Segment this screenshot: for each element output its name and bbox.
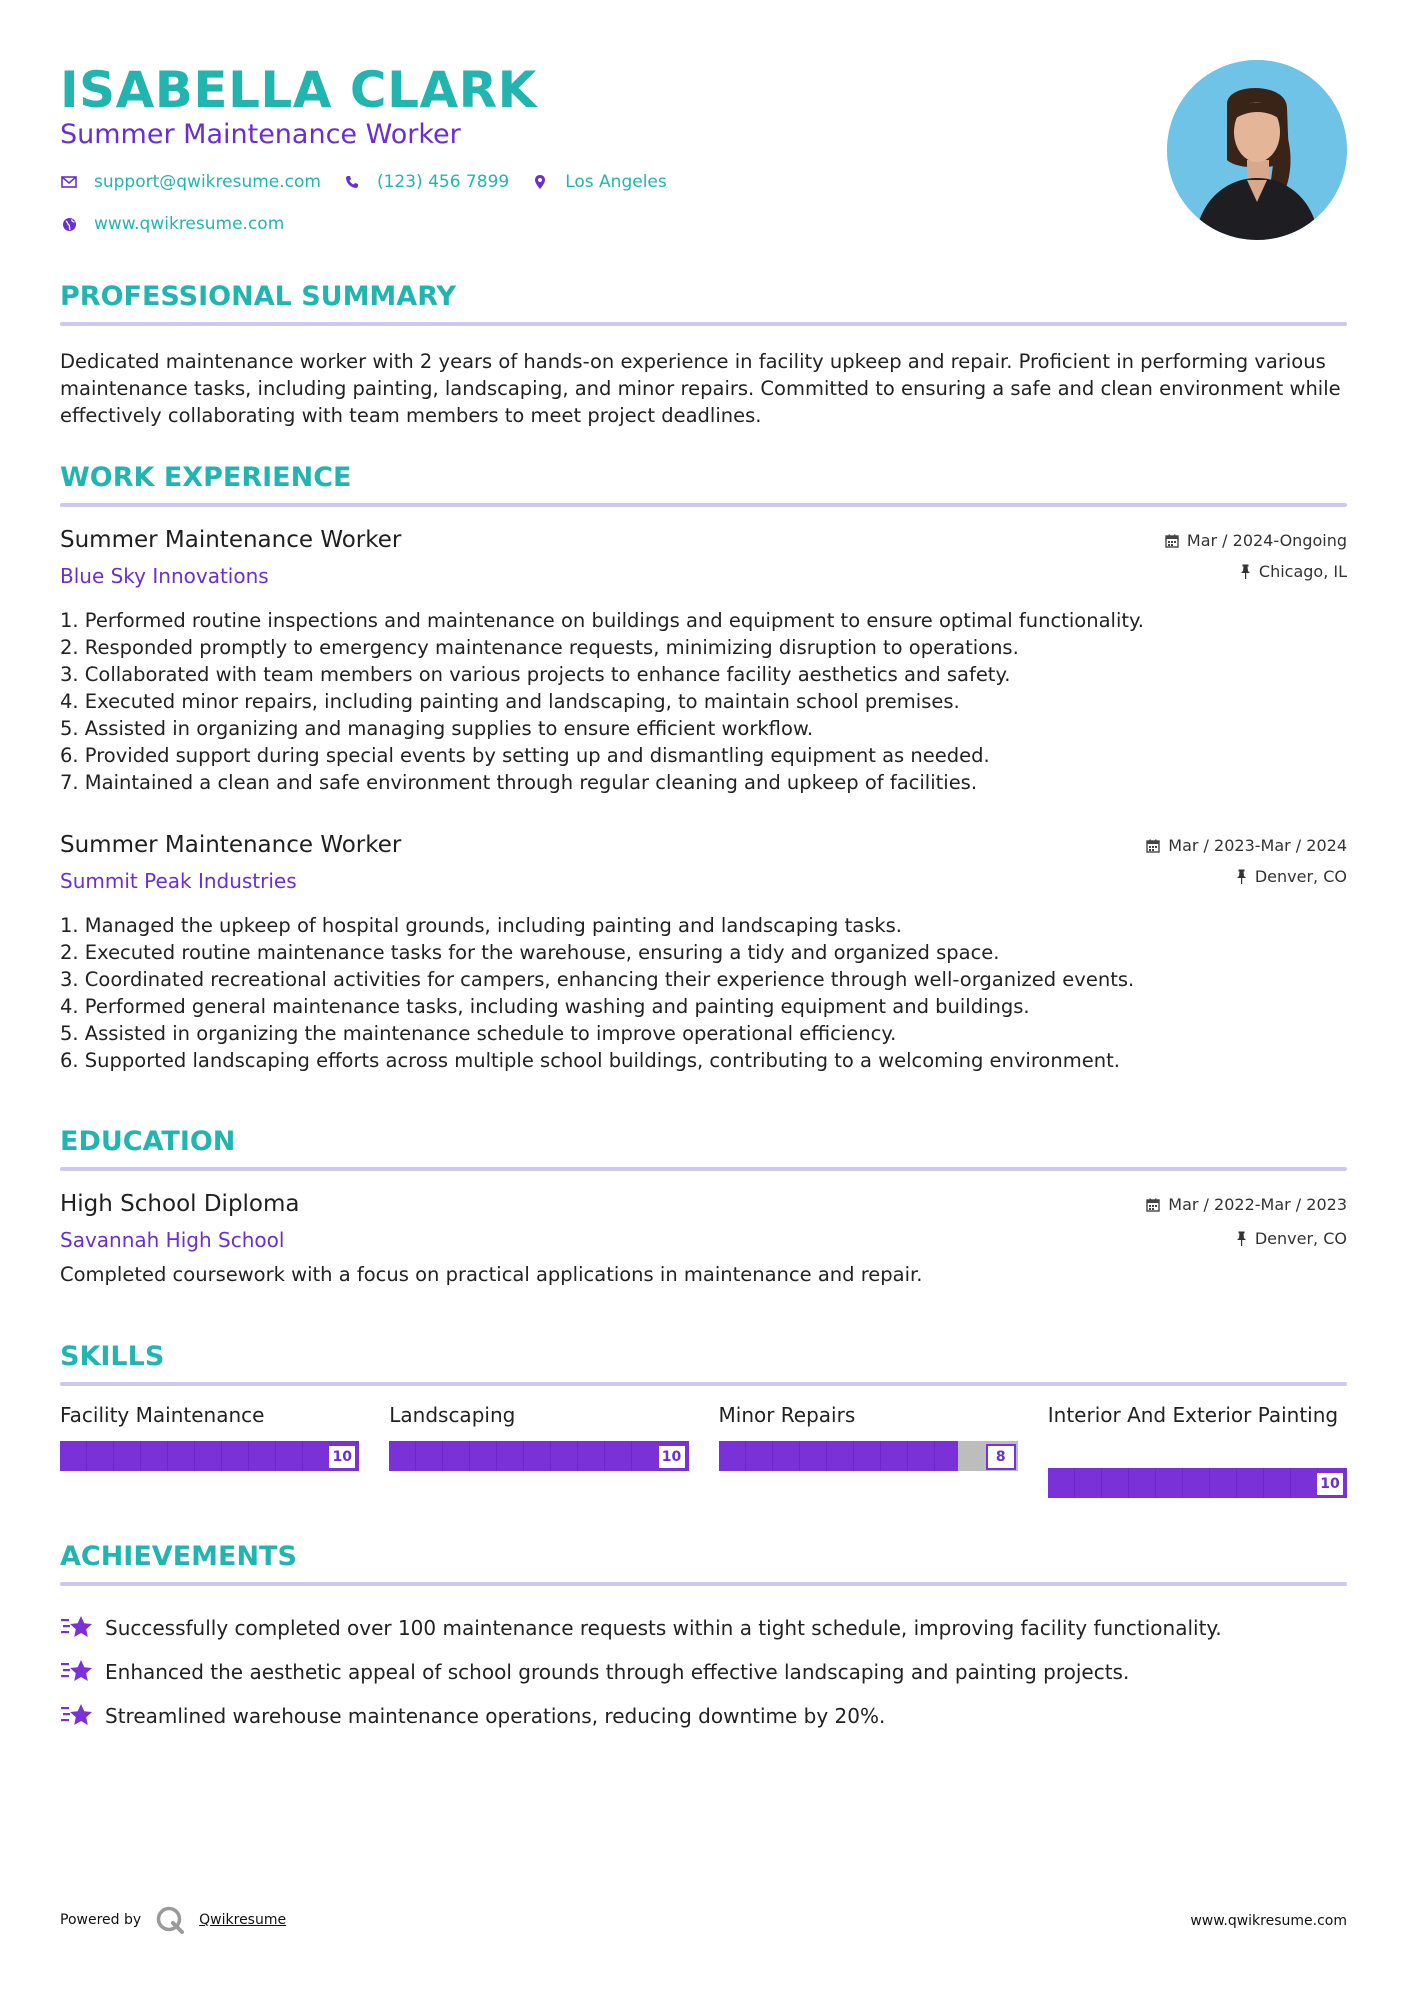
pushpin-icon	[1236, 1231, 1247, 1246]
education-description: Completed coursework with a focus on practical applications in maintenance and repair.	[60, 1263, 923, 1286]
list-item: 4. Executed minor repairs, including painting and landscaping, to maintain school premises.	[60, 690, 960, 713]
job-location-text: Denver, CO	[1254, 867, 1347, 886]
qwikresume-link[interactable]: Qwikresume	[199, 1912, 287, 1928]
job-entry	[60, 830, 1347, 1074]
job-location-text: Chicago, IL	[1258, 562, 1347, 581]
footer	[60, 1895, 1347, 1935]
list-item: 1. Managed the upkeep of hospital grounds, including painting and landscaping tasks.	[60, 914, 903, 937]
star-icon	[60, 1701, 94, 1731]
summary-section	[60, 280, 1347, 429]
job-location	[1236, 867, 1347, 886]
envelope-icon	[60, 173, 78, 191]
skill-fill	[60, 1441, 359, 1471]
job-title: Summer Maintenance Worker	[60, 832, 402, 858]
list-item: 5. Assisted in organizing and managing supplies to ensure efficient workflow.	[60, 717, 814, 740]
section-divider	[60, 1382, 1347, 1386]
list-item: 6. Provided support during special events by setting up and dismantling equipment as needed.	[60, 744, 990, 767]
list-item: 4. Performed general maintenance tasks, including washing and painting equipment and buildings.	[60, 995, 1030, 1018]
education-location	[1236, 1229, 1347, 1248]
experience-section	[60, 461, 1347, 1074]
job-bullets	[60, 607, 1347, 796]
degree-title: High School Diploma	[60, 1191, 300, 1217]
contact-location	[531, 172, 667, 192]
skill-score: 10	[657, 1444, 687, 1470]
job-date	[1165, 531, 1347, 550]
candidate-name: ISABELLA CLARK	[60, 61, 537, 119]
achievement-text: Enhanced the aesthetic appeal of school grounds through effective landscaping and painting projects.	[105, 1660, 1130, 1684]
website-text: www.qwikresume.com	[94, 214, 285, 234]
section-divider	[60, 1582, 1347, 1586]
list-item: 5. Assisted in organizing the maintenance schedule to improve operational efficiency.	[60, 1022, 897, 1045]
skill-bar	[60, 1441, 359, 1471]
education-date-text: Mar / 2022-Mar / 2023	[1168, 1195, 1347, 1214]
calendar-icon	[1146, 1198, 1160, 1212]
education-date	[1146, 1195, 1347, 1214]
job-location	[1240, 562, 1347, 581]
skill-bar	[719, 1441, 1018, 1471]
powered-by	[60, 1905, 286, 1935]
contact-email[interactable]	[60, 172, 321, 192]
skills-section	[60, 1340, 1347, 1498]
skill-item	[719, 1402, 1018, 1498]
achievement-item	[60, 1650, 1347, 1694]
skill-score: 10	[1315, 1471, 1345, 1497]
job-date-text: Mar / 2024-Ongoing	[1186, 531, 1347, 550]
education-header	[60, 1189, 1347, 1261]
skill-item	[389, 1402, 688, 1498]
achievements-heading: ACHIEVEMENTS	[60, 1541, 297, 1572]
list-item: 2. Executed routine maintenance tasks for the warehouse, ensuring a tidy and organized space.	[60, 941, 1000, 964]
star-icon	[60, 1613, 94, 1643]
list-item: 7. Maintained a clean and safe environment through regular cleaning and upkeep of facilities.	[60, 771, 978, 794]
skill-bar	[389, 1441, 688, 1471]
job-entry	[60, 525, 1347, 796]
skill-grid	[60, 1402, 1347, 1498]
skill-item	[60, 1402, 359, 1498]
skill-fill	[389, 1441, 688, 1471]
summary-heading: PROFESSIONAL SUMMARY	[60, 281, 457, 312]
list-item: 1. Performed routine inspections and maintenance on buildings and equipment to ensure optimal functionality.	[60, 609, 1144, 632]
experience-heading: WORK EXPERIENCE	[60, 462, 352, 493]
phone-icon	[343, 173, 361, 191]
location-text: Los Angeles	[565, 172, 667, 192]
skill-bar	[1048, 1468, 1347, 1498]
pushpin-icon	[1236, 869, 1247, 884]
powered-by-label: Powered by	[60, 1912, 142, 1928]
achievement-list	[60, 1606, 1347, 1738]
map-pin-icon	[531, 173, 549, 191]
skill-name: Minor Repairs	[718, 1403, 856, 1427]
school-name: Savannah High School	[60, 1228, 285, 1252]
contact-phone[interactable]	[343, 172, 509, 192]
skill-name: Interior And Exterior Painting	[1047, 1403, 1339, 1427]
skills-heading: SKILLS	[60, 1341, 165, 1372]
achievement-text: Successfully completed over 100 maintenance requests within a tight schedule, improving facility functionality.	[105, 1616, 1222, 1640]
contact-website[interactable]	[60, 214, 284, 234]
education-location-text: Denver, CO	[1254, 1229, 1347, 1248]
job-header	[60, 830, 1347, 902]
education-section	[60, 1125, 1347, 1288]
section-divider	[60, 322, 1347, 326]
education-entry	[60, 1189, 1347, 1288]
job-header	[60, 525, 1347, 597]
skill-name: Facility Maintenance	[60, 1403, 265, 1427]
skill-score: 8	[986, 1444, 1016, 1470]
calendar-icon	[1146, 839, 1160, 853]
contact-row	[60, 172, 689, 192]
list-item: 3. Coordinated recreational activities for campers, enhancing their experience through well-organized events.	[60, 968, 1135, 991]
job-title: Summer Maintenance Worker	[60, 527, 402, 553]
job-date	[1146, 836, 1347, 855]
achievements-section	[60, 1540, 1347, 1738]
skill-score: 10	[327, 1444, 357, 1470]
qwikresume-logo-icon	[155, 1905, 185, 1935]
skill-name: Landscaping	[389, 1403, 516, 1427]
list-item: 6. Supported landscaping efforts across multiple school buildings, contributing to a welcoming environment.	[60, 1049, 1120, 1072]
calendar-icon	[1165, 534, 1179, 548]
skill-fill	[719, 1441, 958, 1471]
phone-text: (123) 456 7899	[376, 172, 510, 192]
list-item: 2. Responded promptly to emergency maintenance requests, minimizing disruption to operations.	[60, 636, 1019, 659]
job-company: Summit Peak Industries	[60, 869, 297, 893]
skill-item	[1048, 1402, 1347, 1498]
section-divider	[60, 503, 1347, 507]
job-date-text: Mar / 2023-Mar / 2024	[1168, 836, 1347, 855]
summary-text: Dedicated maintenance worker with 2 years of hands-on experience in facility upkeep and repair. Proficient in performing various maintenance tasks, including painting, landscaping, and minor repairs. Committed to ensuring a safe and clean environment while effectively collaborating with team members to meet project deadlines.	[60, 350, 1341, 427]
email-text: support@qwikresume.com	[94, 172, 321, 192]
avatar	[1167, 60, 1347, 240]
job-bullets	[60, 912, 1347, 1074]
star-icon	[60, 1657, 94, 1687]
skill-fill	[1048, 1468, 1347, 1498]
list-item: 3. Collaborated with team members on various projects to enhance facility aesthetics and safety.	[60, 663, 1011, 686]
pushpin-icon	[1240, 564, 1251, 579]
achievement-text: Streamlined warehouse maintenance operations, reducing downtime by 20%.	[105, 1704, 886, 1728]
education-heading: EDUCATION	[60, 1126, 236, 1157]
contact-row-2	[60, 214, 306, 234]
achievement-item	[60, 1606, 1347, 1650]
resume-header	[60, 0, 1347, 262]
footer-url[interactable]: www.qwikresume.com	[1190, 1913, 1347, 1929]
section-divider	[60, 1167, 1347, 1171]
candidate-title: Summer Maintenance Worker	[60, 119, 461, 150]
job-company: Blue Sky Innovations	[60, 564, 269, 588]
achievement-item	[60, 1694, 1347, 1738]
globe-icon	[60, 215, 78, 233]
